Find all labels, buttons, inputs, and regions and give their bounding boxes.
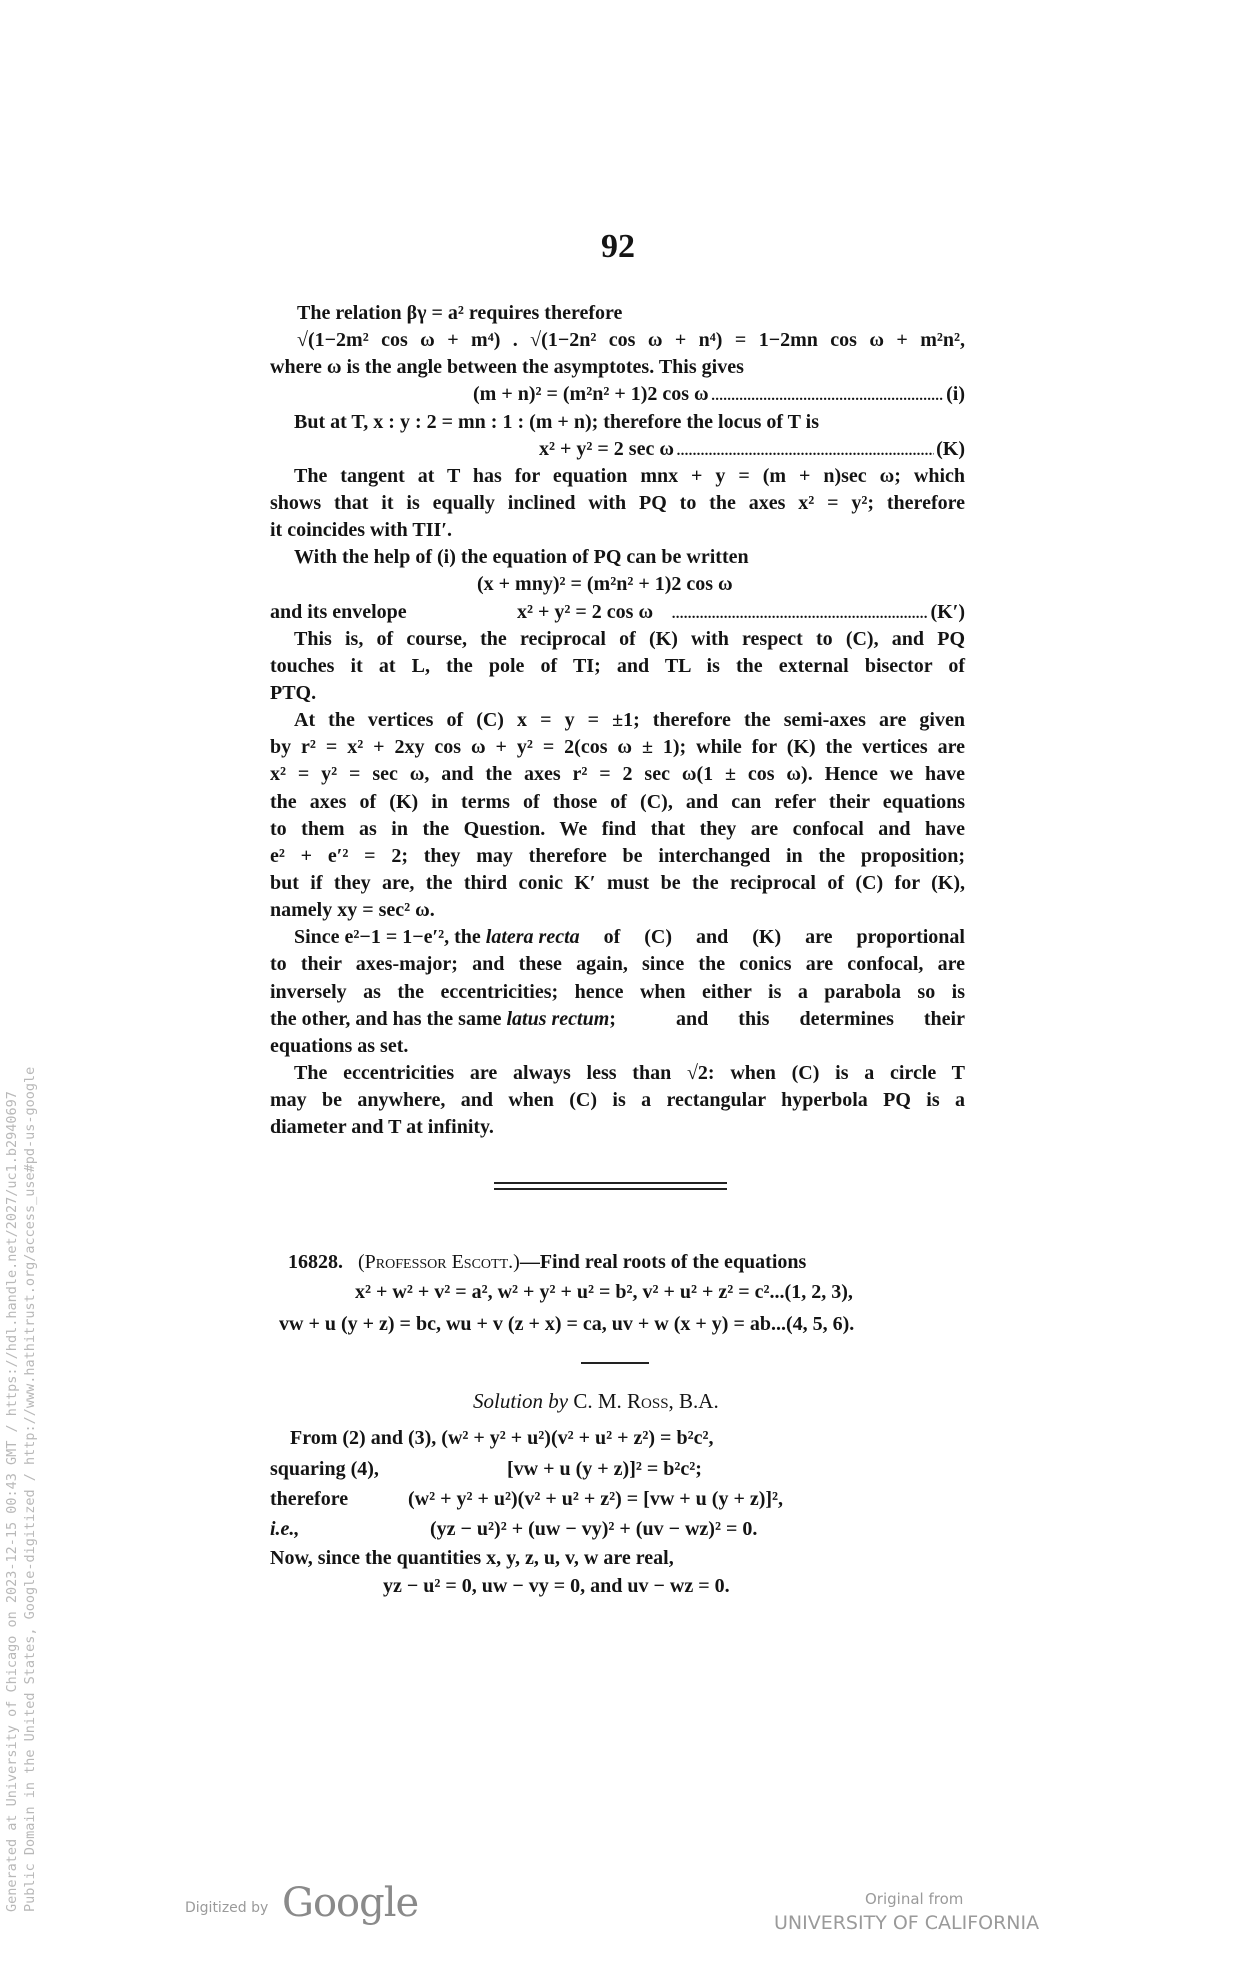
equation-label: (K): [936, 437, 965, 460]
text-line: x² = y² = sec ω, and the axes r² = 2 sec ω(1 ± cos ω). Hence we have: [270, 763, 965, 786]
section-divider: [494, 1188, 727, 1190]
solution-byline: [473, 1389, 719, 1414]
equation-line: √(1−2m² cos ω + m⁴) . √(1−2n² cos ω + n⁴) = 1−2mn cos ω + m²n²,: [297, 329, 965, 352]
watermark-line: Public Domain in the United States, Google-digitized / http://www.hathitrust.org/access_use#pd-us-google: [22, 1066, 38, 1912]
equation-line: [270, 1514, 965, 1544]
text-line: namely xy = sec² ω.: [270, 899, 435, 922]
proof-continuation: [270, 300, 965, 1141]
italic-term: latus rectum: [506, 1007, 610, 1030]
text-line: diameter and T at infinity.: [270, 1116, 494, 1139]
question-16828: [270, 1249, 965, 1340]
text-line: From (2) and (3), (w² + y² + u²)(v² + u² + z²) = b²c²,: [290, 1427, 714, 1449]
text-line: At the vertices of (C) x = y = ±1; therefore the semi-axes are given: [294, 709, 965, 732]
text-line: the axes of (K) in terms of those of (C), and can refer their equations: [270, 790, 965, 813]
equation-line: [270, 1484, 965, 1514]
equation-line: x² + w² + v² = a², w² + y² + u² = b², v² + u² + z² = c²...(1, 2, 3),: [355, 1281, 853, 1304]
equation: x² + y² = 2 cos ω: [517, 600, 654, 623]
equation: x² + y² = 2 sec ω: [539, 437, 674, 460]
equation-k: [270, 436, 965, 463]
text-line: The tangent at T has for equation mnx + y = (m + n)sec ω; which: [294, 464, 965, 487]
equation-line: yz − u² = 0, uw − vy = 0, and uv − wz = 0.: [383, 1575, 730, 1597]
text-line: inversely as the eccentricities; hence when either is a parabola so is: [270, 980, 965, 1003]
label: i.e.,: [270, 1518, 300, 1540]
text-line: to their axes-major; and these again, since the conics are confocal, are: [270, 953, 965, 976]
divider: [581, 1362, 649, 1364]
text-line: shows that it is equally inclined with PQ to the axes x² = y²; therefore: [270, 491, 965, 514]
text: ; and this determines their: [609, 1007, 965, 1030]
solution-body: [270, 1423, 965, 1600]
dot-leader: [676, 436, 934, 463]
text-line: it coincides with TII′.: [270, 519, 452, 542]
google-logo: Google: [282, 1880, 419, 1926]
text-line: [270, 924, 965, 951]
question-prompt: —Find real roots of the equations: [519, 1251, 807, 1273]
text-line: [270, 1006, 965, 1033]
italic-term: latera recta: [485, 926, 580, 949]
text-line: equations as set.: [270, 1034, 409, 1057]
equation-line: [270, 1454, 965, 1484]
text: the other, and has the same: [270, 1007, 507, 1030]
text-line: The eccentricities are always less than √2: when (C) is a circle T: [294, 1061, 965, 1084]
page-number: 92: [601, 228, 635, 265]
text-line: The relation βγ = a² requires therefore: [297, 302, 623, 324]
text-line: PTQ.: [270, 681, 317, 704]
equation-line: (x + mny)² = (m²n² + 1)2 cos ω: [477, 573, 733, 596]
text-line: where ω is the angle between the asymptotes. This gives: [270, 356, 744, 379]
text-line: But at T, x : y : 2 = mn : 1 : (m + n); therefore the locus of T is: [294, 410, 819, 433]
label: therefore: [270, 1488, 349, 1510]
digitized-by-label: Digitized by: [185, 1900, 269, 1916]
equation: [vw + u (y + z)]² = b²c²;: [507, 1458, 702, 1480]
text: of (C) and (K) are proportional: [579, 926, 965, 949]
text-line: This is, of course, the reciprocal of (K) with respect to (C), and PQ: [294, 627, 965, 650]
institution-name: UNIVERSITY OF CALIFORNIA: [774, 1912, 1040, 1934]
text-line: but if they are, the third conic K′ must be the reciprocal of (C) for (K),: [270, 871, 965, 894]
equation-line: vw + u (y + z) = bc, wu + v (z + x) = ca, uv + w (x + y) = ab...(4, 5, 6).: [279, 1313, 855, 1336]
text: Since e²−1 = 1−e′², the: [294, 926, 486, 949]
equation: (w² + y² + u²)(v² + u² + z²) = [vw + u (y + z)]²,: [408, 1488, 784, 1510]
text: and its envelope: [270, 600, 407, 623]
text-line: Now, since the quantities x, y, z, u, v, w are real,: [270, 1547, 674, 1569]
text-line: to them as in the Question. We find that they are confocal and have: [270, 817, 965, 840]
watermark-line: Generated at University of Chicago on 2023-12-15 00:43 GMT / https://hdl.handle.net/2027/uc1.b2940697: [4, 1091, 20, 1912]
text-line: by r² = x² + 2xy cos ω + y² = 2(cos ω ± 1); while for (K) the vertices are: [270, 736, 965, 759]
text-line: e² + e′² = 2; they may therefore be interchanged in the proposition;: [270, 844, 965, 867]
original-from-label: Original from: [865, 1890, 964, 1908]
text-line: may be anywhere, and when (C) is a rectangular hyperbola PQ is a: [270, 1089, 965, 1112]
proposer: (Professor Escott.): [358, 1251, 520, 1273]
dot-leader: [671, 599, 928, 626]
section-divider: [494, 1182, 727, 1184]
solution-author: C. M. Ross, B.A.: [573, 1389, 719, 1413]
question-number: 16828.: [288, 1251, 343, 1273]
dot-leader: [711, 381, 944, 408]
text-line: With the help of (i) the equation of PQ can be written: [294, 546, 749, 569]
label: squaring (4),: [270, 1458, 379, 1480]
equation: (yz − u²)² + (uw − vy)² + (uv − wz)² = 0.: [430, 1518, 758, 1540]
equation-label: (K′): [930, 600, 965, 623]
question-header: [270, 1249, 965, 1276]
solution-label: Solution by: [473, 1389, 569, 1413]
equation-i: [270, 381, 965, 408]
equation: (m + n)² = (m²n² + 1)2 cos ω: [473, 383, 709, 406]
text-line: touches it at L, the pole of TI; and TL is the external bisector of: [270, 654, 965, 677]
equation-k-prime: [270, 599, 965, 626]
equation-label: (i): [946, 383, 965, 406]
